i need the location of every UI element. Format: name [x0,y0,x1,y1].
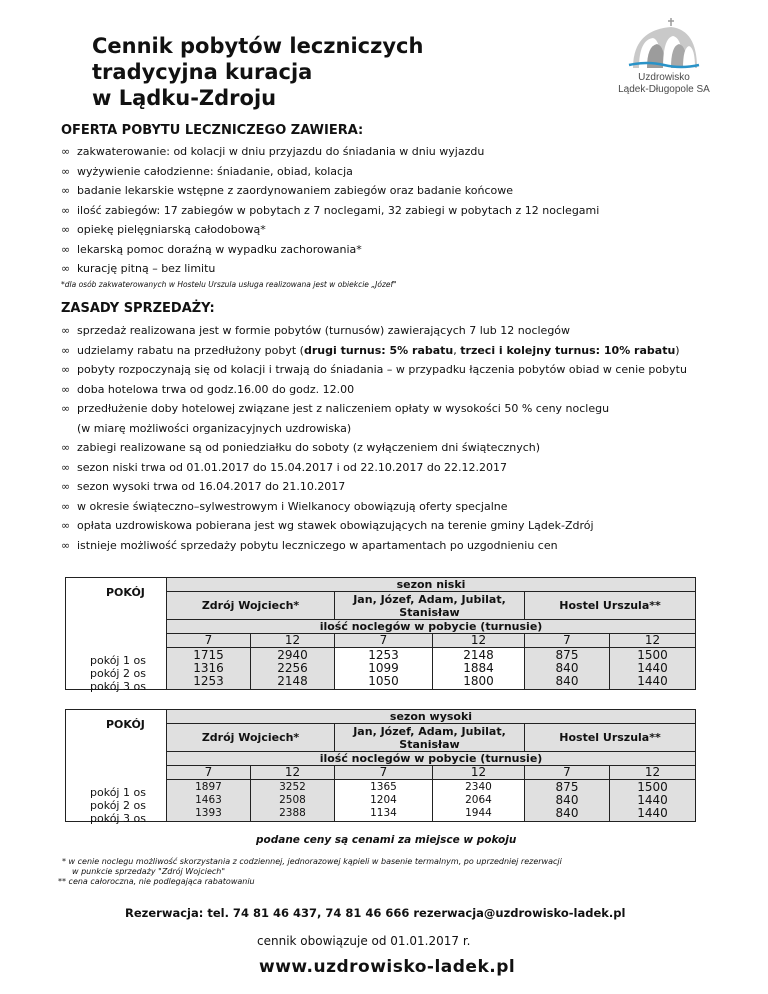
nights-cell: 12 [433,634,525,648]
bullet-icon: ∞ [61,363,71,376]
nights-cell: 7 [525,634,610,648]
nights-cell: 12 [251,634,335,648]
bullet-icon: ∞ [61,203,71,217]
list-item: ∞ przedłużenie doby hotelowej związane jest z naliczeniem opłaty w wysokości 50 % ceny noclegu [61,402,610,415]
high-season-table [65,709,696,822]
nights-cell: 12 [433,766,525,780]
bullet-icon: ∞ [61,223,71,236]
logo-line-2: Lądek-Długopole SA [618,84,710,95]
offer-list [61,146,599,275]
bullet-icon: ∞ [61,242,71,256]
room-type: pokój 1 os [90,654,146,667]
price-column: 1253 1099 1050 [335,648,433,690]
price-column: 1500 1440 1440 [610,780,696,822]
list-item: ∞ badanie lekarskie wstępne z zaordynowaniem zabiegów oraz badanie końcowe [61,184,513,197]
high-room-labels [66,786,146,825]
low-room-labels [66,654,146,693]
list-item: ∞ sezon niski trwa od 01.01.2017 do 15.04.2017 i od 22.10.2017 do 22.12.2017 [61,460,508,474]
spa-building-icon [627,18,701,70]
column-header: Hostel Urszula** [525,592,696,620]
price-column: 1715 1316 1253 [167,648,251,690]
price-column: 875 840 840 [525,648,610,690]
nights-cell: 7 [335,634,433,648]
bullet-icon: ∞ [61,402,71,415]
list-item: ∞ opiekę pielęgniarską całodobową* [61,223,266,236]
column-header: Hostel Urszula** [525,724,696,752]
rules-heading: ZASADY SPRZEDAŻY: [61,301,215,316]
price-column: 3252 2508 2388 [251,780,335,822]
price-column: 2940 2256 2148 [251,648,335,690]
bullet-icon: ∞ [61,480,71,493]
column-header: Jan, Józef, Adam, Jubilat, Stanisław [335,592,525,620]
list-item: ∞ udzielamy rabatu na przedłużony pobyt (drugi turnus: 5% rabatu, trzeci i kolejny turnus: 10% rabatu) [61,343,680,357]
list-item-continuation: (w miarę możliwości organizacyjnych uzdrowiska) [77,421,352,435]
list-item: ∞ sprzedaż realizowana jest w formie pobytów (turnusów) zawierających 7 lub 12 noclegów [61,324,571,337]
bullet-icon: ∞ [61,499,71,513]
column-header: Zdrój Wojciech* [167,724,335,752]
list-item: ∞ istnieje możliwość sprzedaży pobytu leczniczego w apartamentach po uzgodnieniu cen [61,538,558,552]
title-line-2: tradycyjna kuracja [92,60,313,84]
price-column: 1897 1463 1393 [167,780,251,822]
bullet-icon: ∞ [61,262,71,275]
room-type: pokój 3 os [90,812,146,825]
footnote-1-continuation: w punkcie sprzedaży "Zdrój Wojciech" [72,867,226,876]
list-item: ∞ ilość zabiegów: 17 zabiegów w pobytach z 7 noclegami, 32 zabiegi w pobytach z 12 noclegami [61,203,600,217]
website-link[interactable]: www.uzdrowisko-ladek.pl [259,957,516,977]
list-item: ∞ w okresie świąteczno–sylwestrowym i Wielkanocy obowiązują oferty specjalne [61,499,508,513]
room-label: POKÓJ [106,718,145,731]
company-logo [612,18,716,98]
bullet-icon: ∞ [61,164,71,178]
room-type: pokój 2 os [90,667,146,680]
nights-cell: 12 [610,766,696,780]
reservation-contact: Rezerwacja: tel. 74 81 46 437, 74 81 46 666 rezerwacja@uzdrowisko-ladek.pl [125,906,626,920]
season-header: sezon wysoki [167,710,696,724]
bullet-icon: ∞ [61,519,71,532]
room-type: pokój 1 os [90,786,146,799]
footnote-1: * w cenie noclegu możliwość skorzystania z codziennej, jednorazowej kąpieli w basenie termalnym, po uprzedniej rezerwacji [62,857,562,866]
bullet-icon: ∞ [61,324,71,337]
rules-list [61,325,687,552]
nights-cell: 12 [251,766,335,780]
list-item: ∞ kurację pitną – bez limitu [61,262,216,275]
room-type: pokój 2 os [90,799,146,812]
nights-cell: 7 [335,766,433,780]
room-type: pokój 3 os [90,680,146,693]
list-item: ∞ zakwaterowanie: od kolacji w dniu przyjazdu do śniadania w dniu wyjazdu [61,145,485,158]
list-item: ∞ zabiegi realizowane są od poniedziałku do soboty (z wyłączeniem dni świątecznych) [61,441,541,454]
bullet-icon: ∞ [61,145,71,158]
list-item: ∞ pobyty rozpoczynają się od kolacji i trwają do śniadania – w przypadku łączenia pobytów obiad w cenie pobytu [61,363,687,376]
list-item: ∞ wyżywienie całodzienne: śniadanie, obiad, kolacja [61,164,353,178]
price-note: podane ceny są cenami za miejsce w pokoju [256,834,517,846]
bullet-icon: ∞ [61,441,71,454]
room-label: POKÓJ [106,586,145,599]
column-header: Jan, Józef, Adam, Jubilat, Stanisław [335,724,525,752]
logo-line-1: Uzdrowisko [638,72,690,83]
list-item: ∞ lekarską pomoc doraźną w wypadku zachorowania* [61,242,362,256]
title-line-1: Cennik pobytów leczniczych [92,34,424,58]
nights-cell: 7 [525,766,610,780]
season-header: sezon niski [167,578,696,592]
nights-header: ilość noclegów w pobycie (turnusie) [167,620,696,634]
price-column: 2148 1884 1800 [433,648,525,690]
nights-header: ilość noclegów w pobycie (turnusie) [167,752,696,766]
list-item: ∞ opłata uzdrowiskowa pobierana jest wg stawek obowiązujących na terenie gminy Lądek-Zdrój [61,519,594,532]
offer-note: *dla osób zakwaterowanych w Hostelu Urszula usługa realizowana jest w obiekcie „Józef" [61,280,397,289]
title-line-3: w Lądku-Zdroju [92,86,277,110]
bullet-icon: ∞ [61,460,71,474]
offer-heading: OFERTA POBYTU LECZNICZEGO ZAWIERA: [61,123,364,138]
nights-cell: 12 [610,634,696,648]
bullet-icon: ∞ [61,184,71,197]
nights-cell: 7 [167,766,251,780]
price-column: 1365 1204 1134 [335,780,433,822]
bullet-icon: ∞ [61,538,71,552]
page-title [92,33,423,111]
list-item: ∞ sezon wysoki trwa od 16.04.2017 do 21.10.2017 [61,480,346,493]
bullet-icon: ∞ [61,343,71,357]
price-column: 875 840 840 [525,780,610,822]
column-header: Zdrój Wojciech* [167,592,335,620]
nights-cell: 7 [167,634,251,648]
footnote-2: ** cena całoroczna, nie podlegająca rabatowaniu [58,877,255,886]
low-season-table [65,577,696,690]
bullet-icon: ∞ [61,382,71,396]
list-item: ∞ doba hotelowa trwa od godz.16.00 do godz. 12.00 [61,382,355,396]
price-column: 2340 2064 1944 [433,780,525,822]
price-column: 1500 1440 1440 [610,648,696,690]
validity-date: cennik obowiązuje od 01.01.2017 r. [257,934,471,948]
